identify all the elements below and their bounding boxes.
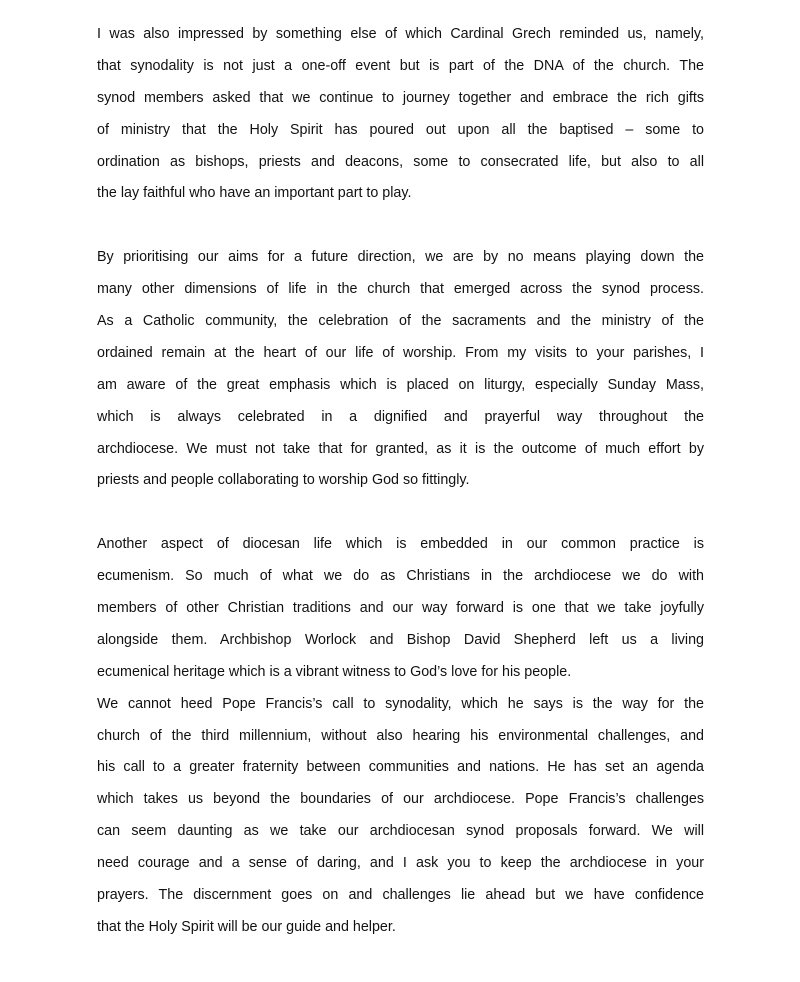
text-line: many other dimensions of life in the church that emerged across the synod process. <box>97 281 704 298</box>
text-line: that the Holy Spirit will be our guide and helper. <box>97 918 396 935</box>
text-line: ordained remain at the heart of our life of worship. From my visits to your parishes, I <box>97 344 704 361</box>
text-line: his call to a greater fraternity between communities and nations. He has set an agenda <box>97 759 704 776</box>
text-line: members of other Christian traditions and our way forward is one that we take joyfully <box>97 600 704 617</box>
text-line: archdiocese. We must not take that for granted, as it is the outcome of much effort by <box>97 440 704 457</box>
text-line: synod members asked that we continue to journey together and embrace the rich gifts <box>97 89 704 106</box>
text-line: Another aspect of diocesan life which is embedded in our common practice is <box>97 536 704 553</box>
text-line: can seem daunting as we take our archdiocesan synod proposals forward. We will <box>97 823 704 840</box>
paragraph-spacer <box>97 210 704 242</box>
text-line: alongside them. Archbishop Worlock and Bishop David Shepherd left us a living <box>97 631 704 648</box>
text-line: ecumenical heritage which is a vibrant witness to God’s love for his people. <box>97 663 572 680</box>
text-line: We cannot heed Pope Francis’s call to synodality, which he says is the way for the <box>97 695 704 712</box>
text-line: need courage and a sense of daring, and I ask you to keep the archdiocese in your <box>97 855 704 872</box>
paragraph-4 <box>97 689 704 944</box>
paragraph-3 <box>97 529 704 688</box>
text-line: I was also impressed by something else of which Cardinal Grech reminded us, namely, <box>97 26 704 42</box>
text-line: prayers. The discernment goes on and challenges lie ahead but we have confidence <box>97 887 704 904</box>
text-line: which takes us beyond the boundaries of our archdiocese. Pope Francis’s challenges <box>97 791 704 808</box>
text-line: church of the third millennium, without also hearing his environmental challenges, and <box>97 727 704 744</box>
text-line: priests and people collaborating to worship God so fittingly. <box>97 472 470 489</box>
text-line: ordination as bishops, priests and deacons, some to consecrated life, but also to all <box>97 153 704 170</box>
paragraph-spacer <box>97 497 704 529</box>
text-line: of ministry that the Holy Spirit has poured out upon all the baptised – some to <box>97 121 704 138</box>
text-line: the lay faithful who have an important part to play. <box>97 185 412 202</box>
paragraph-2 <box>97 242 704 497</box>
paragraph-1 <box>97 19 704 210</box>
document-body <box>97 19 704 944</box>
text-line: that synodality is not just a one-off event but is part of the DNA of the church. The <box>97 57 704 74</box>
text-line: which is always celebrated in a dignified and prayerful way throughout the <box>97 408 704 425</box>
text-line: am aware of the great emphasis which is placed on liturgy, especially Sunday Mass, <box>97 376 704 393</box>
text-line: As a Catholic community, the celebration of the sacraments and the ministry of the <box>97 313 704 330</box>
text-line: By prioritising our aims for a future direction, we are by no means playing down the <box>97 249 704 266</box>
text-line: ecumenism. So much of what we do as Christians in the archdiocese we do with <box>97 568 704 585</box>
